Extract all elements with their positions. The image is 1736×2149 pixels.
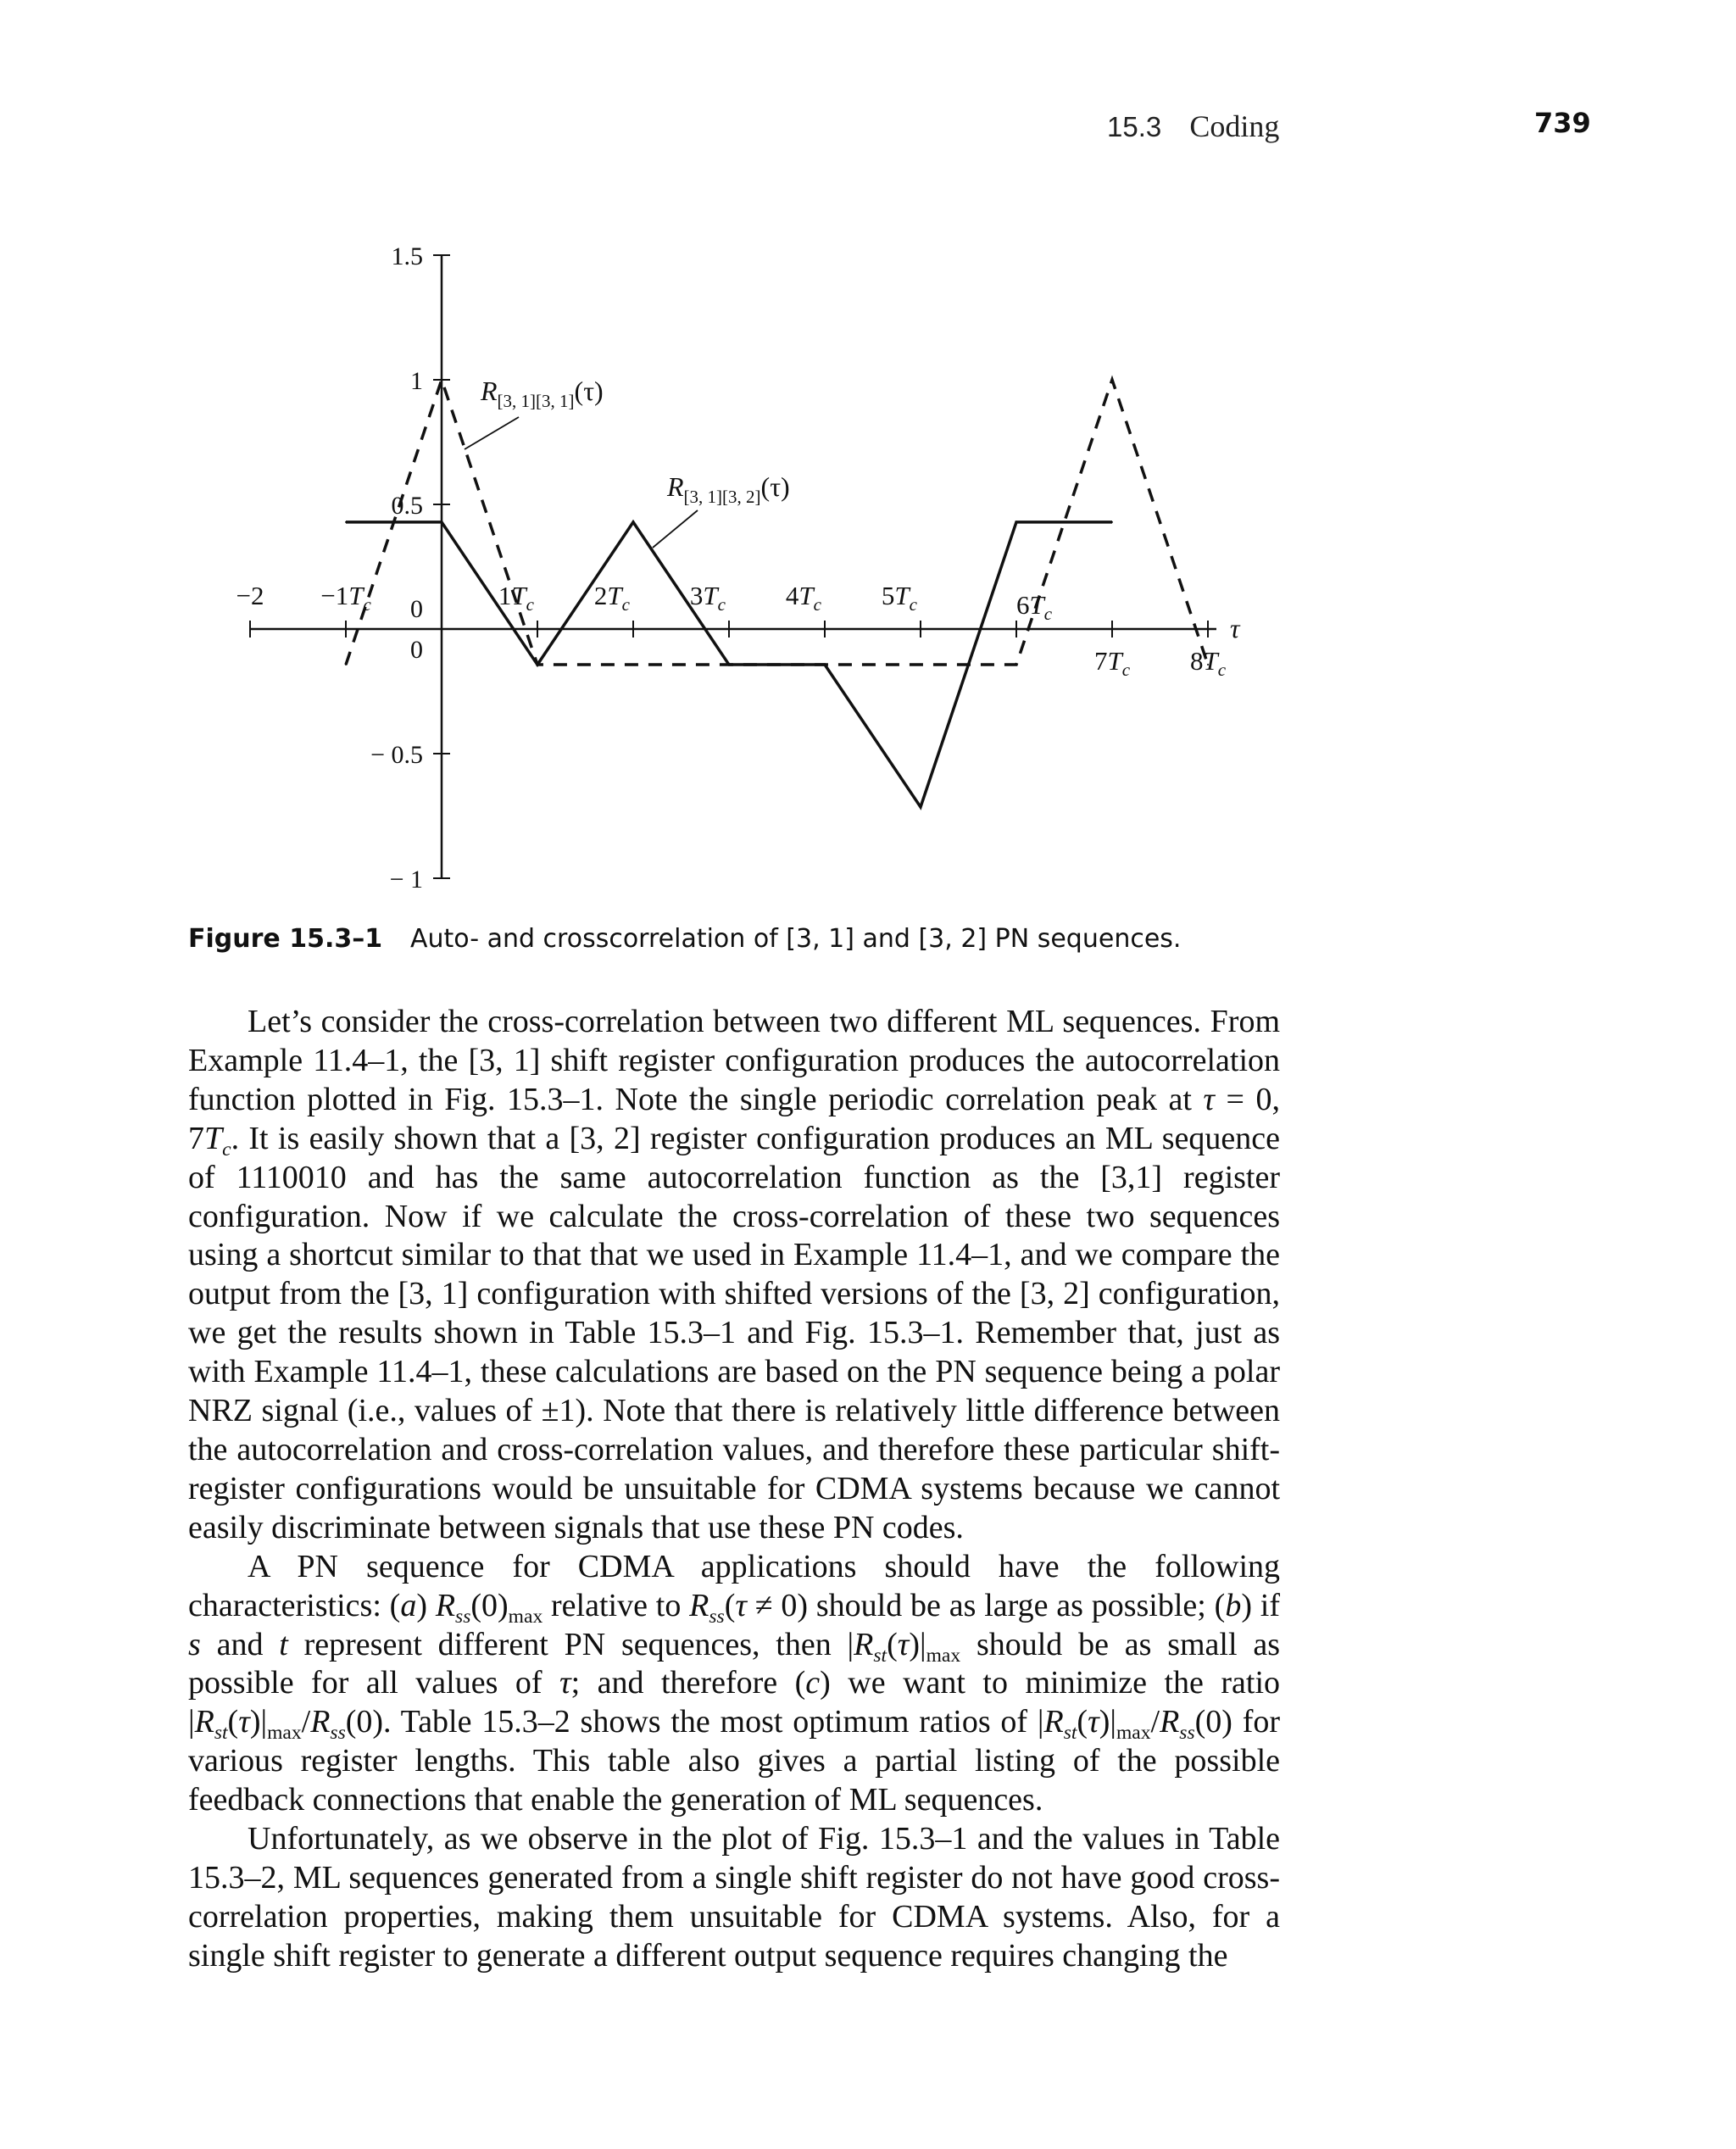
autocorrelation-point xyxy=(920,664,921,665)
autocorrelation-label-leader xyxy=(465,417,519,449)
autocorrelation-point xyxy=(441,379,442,381)
autocorrelation-label: $R_{[3, 1][3, 1]}(\tau)$ xyxy=(481,376,604,411)
crosscorrelation-point xyxy=(824,664,826,665)
crosscorrelation-point xyxy=(1015,521,1017,523)
crosscorrelation-point xyxy=(1111,521,1113,523)
correlation-chart xyxy=(0,0,1736,916)
y-tick-label: 1.5 xyxy=(391,242,423,270)
origin-label: 0 xyxy=(410,636,423,664)
section-number: 15.3 xyxy=(1107,111,1162,142)
x-tick-label: −2 xyxy=(236,581,264,610)
x-tick-label: $8T_c$ xyxy=(1189,646,1227,680)
crosscorrelation-point xyxy=(537,664,538,665)
x-tick-label: $6T_c$ xyxy=(1016,590,1053,624)
paragraph-2: A PN sequence for CDMA applications should have the following characteristics: (a) $R_{ss}(0)_{max}$ relative to $R_{ss}(\tau \ne 0)$ should be as large as possible; (b) if s and t represent different PN sequences, then $|R_{st}(\tau)|_{max}$ should be as small as possible for all values of τ; and therefore (c) we want to minimize the ratio $|R_{st}(\tau)|_{max}/R_{ss}(0)$. Table 15.3–2 shows the most optimum ratios of $|R_{st}(\tau)|_{max}/R_{ss}(0)$ for various register lengths. This table also gives a partial listing of the possible feedback connections that enable the generation of ML sequences. xyxy=(188,1548,1281,1818)
y-tick-label: − 1 xyxy=(389,866,423,894)
x-tick-label: $3T_c$ xyxy=(689,581,726,615)
crosscorrelation-point xyxy=(632,521,634,523)
crosscorrelation-label: $R_{[3, 1][3, 2]}(\tau)$ xyxy=(667,471,790,507)
autocorrelation-point xyxy=(345,664,347,665)
x-tick-label: $1T_c$ xyxy=(498,581,534,615)
section-title: Coding xyxy=(1189,109,1280,143)
x-tick-label: $2T_c$ xyxy=(593,581,630,615)
crosscorrelation-point xyxy=(345,521,347,523)
origin-label: 0 xyxy=(410,595,423,623)
crosscorrelation-label-leader xyxy=(653,510,698,548)
paragraph-3: Unfortunately, as we observe in the plot of Fig. 15.3–1 and the values in Table 15.3–2, ML sequences generated from a single shift register do not have good cross-correlation properties, making them unsuitable for CDMA systems. Also, for a single shift register to generate a different output sequence requires changing the xyxy=(188,1821,1280,1974)
autocorrelation-point xyxy=(1015,664,1017,665)
page-number: 739 xyxy=(1534,107,1591,139)
crosscorrelation-point xyxy=(441,521,442,523)
x-tick-label: $5T_c$ xyxy=(881,581,917,615)
body-text xyxy=(188,1003,1280,1976)
x-tick-label: $7T_c$ xyxy=(1093,646,1131,680)
autocorrelation-point xyxy=(632,664,634,665)
x-tick-label: $-1T_c$ xyxy=(320,581,371,615)
crosscorrelation-point xyxy=(920,806,921,808)
chart-labels xyxy=(236,242,1241,894)
y-tick-label: − 0.5 xyxy=(370,741,423,769)
paragraph-1: Let’s consider the cross-correlation between two different ML sequences. From Example 11.4–1, the [3, 1] shift register configuration produces the autocorrelation function plotted in Fig. 15.3–1. Note the single periodic correlation peak at τ = 0, $7T_c$. It is easily shown that a [3, 2] register configuration produces an ML sequence of 1110010 and has the same autocorrelation function as the [3,1] register configuration. Now if we calculate the cross-correlation of these two sequences using a shortcut similar to that that we used in Example 11.4–1, and we compare the output from the [3, 1] configuration with shifted versions of the [3, 2] configuration, we get the results shown in Table 15.3–1 and Fig. 15.3–1. Remember that, just as with Example 11.4–1, these calculations are based on the PN sequence being a polar NRZ signal (i.e., values of ±1). Note that there is relatively little difference between the autocorrelation and cross-correlation values, and therefore these particular shift-register configurations would be unsuitable for CDMA systems because we cannot easily discriminate between signals that use these PN codes. xyxy=(188,1004,1280,1545)
x-axis-symbol: τ xyxy=(1230,613,1240,643)
figure-label: Figure 15.3–1 xyxy=(188,924,383,954)
crosscorrelation-point xyxy=(728,664,730,665)
y-tick-label: 1 xyxy=(410,367,423,395)
y-tick-label: 0.5 xyxy=(391,492,423,520)
chart-axes xyxy=(250,255,1216,878)
x-tick-label: $4T_c$ xyxy=(785,581,821,615)
autocorrelation-point xyxy=(1111,379,1113,381)
figure-caption xyxy=(188,924,1181,954)
figure-caption-text: Auto- and crosscorrelation of [3, 1] and [3, 2] PN sequences. xyxy=(410,924,1182,954)
